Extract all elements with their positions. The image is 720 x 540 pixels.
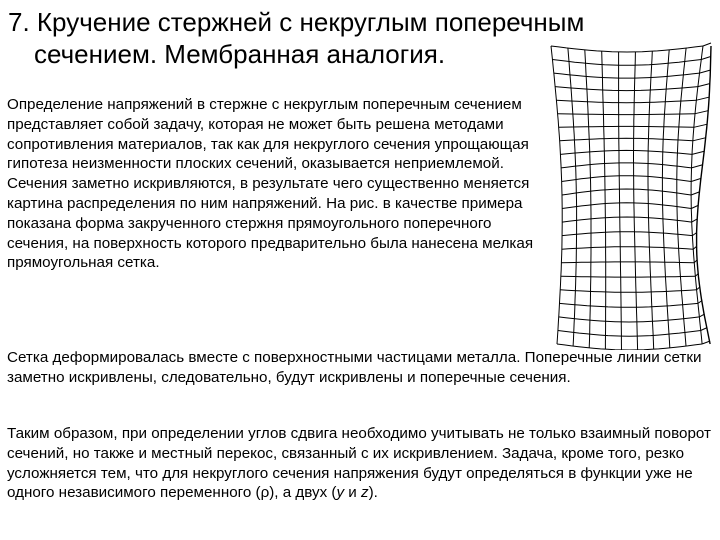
title-line-1: 7. Кручение стержней с некруглым поперечным [8,7,585,37]
title-line-2: сечением. Мембранная аналогия. [34,39,446,69]
variable-y: y [336,484,345,502]
conclusion-text: Таким образом, при определении углов сдвига необходимо учитывать не только взаимный поворот сечений, но также и местный перекос, связанный с их искривлением. Задача, кроме того, резко усложняется тем, что для некруглого сечения напряжения будут определяться в функции уже не одного независимого переменного (ρ), а двух ( [7,425,711,502]
paragraph-intro: Определение напряжений в стержне с некруглым поперечным сечением представляет собой задачу, которая не может быть решена методами сопротивления материалов, так как для некруглого сечения упрощающая гипотеза неизменности плоских сечений, оказывается неприемлемой. Сечения заметно искривляются, в результате чего существенно меняется картина распределения по ним напряжений. На рис. в качестве примера показана форма закрученного стержня прямоугольного поперечного сечения, на поверхность которого предварительно была нанесена мелкая прямоугольная сетка. [7,96,534,272]
paragraph-grid-deformation: Сетка деформировалась вместе с поверхностными частицами металла. Поперечные линии сетки заметно искривлены, следовательно, будут искривлены и поперечные сечения. [7,349,702,386]
twisted-rectangular-bar-grid-icon [551,43,711,350]
twisted-bar-figure [543,40,717,350]
paragraph-conclusion [7,424,719,503]
variable-z: z [360,484,369,502]
conclusion-end: ). [368,484,378,502]
conclusion-and: и [344,484,361,502]
